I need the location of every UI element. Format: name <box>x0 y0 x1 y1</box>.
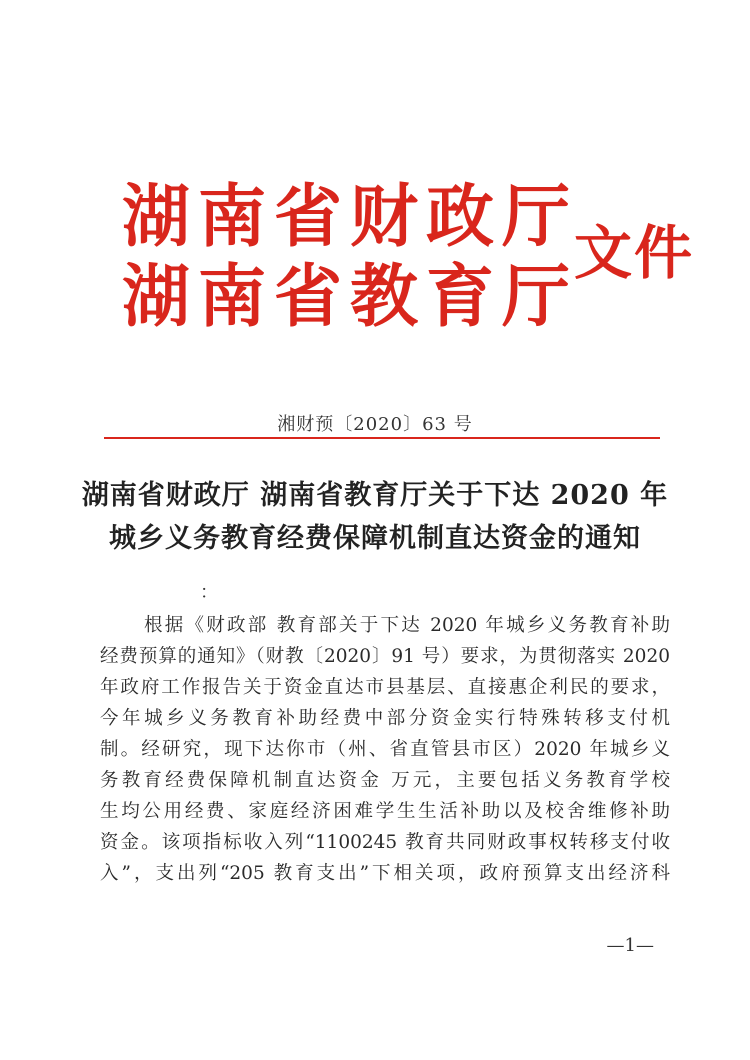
issuer-education-dept: 湖南省教育厅 <box>122 257 579 337</box>
body-line: 根据《财政部 教育部关于下达 2020 年城乡义务教育补助 <box>144 615 670 636</box>
body-line: 今年城乡义务教育补助经费中部分资金实行特殊转移支付机 <box>100 708 670 729</box>
body-line: 经费预算的通知》（财教〔2020〕91 号）要求，为贯彻落实 2020 <box>100 646 670 667</box>
body-line: 入”，支出列“205 教育支出”下相关项，政府预算支出经济科 <box>100 863 670 884</box>
body-line: 制。经研究，现下达你市（州、省直管县市区）2020 年城乡义 <box>100 739 670 760</box>
body-line: 务教育经费保障机制直达资金 万元，主要包括义务教育学校 <box>100 770 670 791</box>
addressee: ： <box>200 582 218 603</box>
page-number: —1— <box>606 935 654 956</box>
body-line: 生均公用经费、家庭经济困难学生生活补助以及校舍维修补助 <box>100 801 670 822</box>
issuer-finance-dept: 湖南省财政厅 <box>122 177 579 257</box>
document-title-line-1: 湖南省财政厅 湖南省教育厅关于下达 2020 年 <box>81 480 669 511</box>
body-text <box>100 610 670 889</box>
document-suffix: 文件 <box>574 219 695 287</box>
document-number: 湘财预〔2020〕63 号 <box>277 414 473 435</box>
body-line: 资金。该项指标收入列“1100245 教育共同财政事权转移支付收 <box>100 832 670 853</box>
red-divider-line <box>104 437 660 439</box>
body-line: 年政府工作报告关于资金直达市县基层、直接惠企利民的要求， <box>100 677 670 698</box>
red-masthead <box>122 177 695 350</box>
document-title-line-2: 城乡义务教育经费保障机制直达资金的通知 <box>109 523 641 554</box>
